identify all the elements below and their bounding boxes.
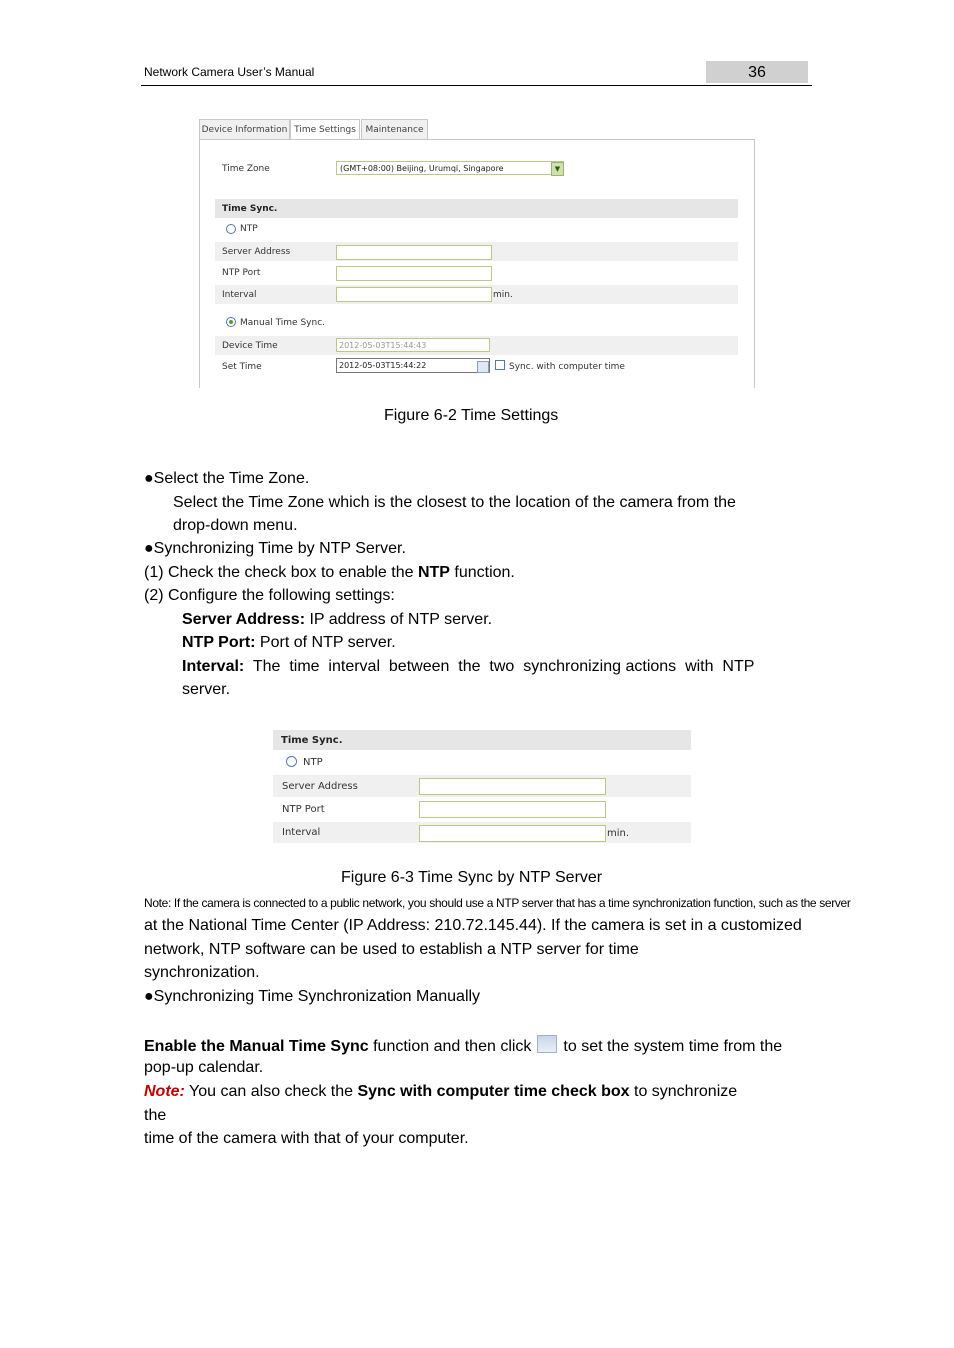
time-sync-heading: Time Sync. (222, 204, 278, 214)
sync-computer-label: Sync. with computer time (509, 362, 625, 372)
ntp-label: NTP (240, 224, 258, 234)
calendar-icon[interactable] (477, 361, 489, 373)
sync-computer-checkbox[interactable] (495, 360, 505, 370)
tab-maintenance[interactable]: Maintenance (361, 119, 428, 140)
fig2-interval-label: Interval (282, 827, 321, 838)
note-2-line-3: time of the camera with that of your computer. (144, 1130, 469, 1147)
time-zone-label: Time Zone (222, 164, 270, 174)
ntp-port-input[interactable] (336, 266, 492, 281)
time-zone-desc-1: Select the Time Zone which is the closest to the location of the camera from the (173, 494, 736, 511)
fig2-ntp-label: NTP (303, 757, 323, 768)
fig2-server-address-input[interactable] (419, 778, 606, 795)
note-2-line-2: the (144, 1107, 167, 1124)
tab-device-information[interactable]: Device Information (199, 119, 290, 140)
manual-sync-line-2: pop-up calendar. (144, 1059, 264, 1076)
server-address-label: Server Address (222, 247, 291, 257)
bullet-ntp: ●Synchronizing Time by NTP Server. (144, 540, 406, 557)
note-1-line-4: synchronization. (144, 964, 260, 981)
manual-sync-line-1: Enable the Manual Time Sync function and then click to set the system time from the (144, 1035, 782, 1057)
calendar-icon (537, 1035, 557, 1053)
device-time-field: 2012-05-03T15:44:43 (336, 338, 490, 352)
ntp-port-label: NTP Port (222, 268, 261, 278)
server-address-input[interactable] (336, 245, 492, 260)
figure-6-3-caption: Figure 6-3 Time Sync by NTP Server (341, 869, 603, 886)
note-1-line-2: at the National Time Center (IP Address: 210.72.145.44). If the camera is set in a customized (144, 917, 802, 934)
interval-input[interactable] (336, 287, 492, 302)
fig2-ntp-port-input[interactable] (419, 801, 606, 818)
chevron-down-icon[interactable]: ▼ (551, 162, 564, 176)
bullet-time-zone: ●Select the Time Zone. (144, 470, 310, 487)
header-divider (141, 85, 812, 86)
bullet-manual-sync: ●Synchronizing Time Synchronization Manually (144, 988, 481, 1005)
note-2-line-1: Note: You can also check the Sync with computer time check box to synchronize (144, 1083, 738, 1100)
interval-desc: Interval: The time interval between the two synchronizing actions with NTP (182, 658, 755, 675)
fig2-server-address-label: Server Address (282, 781, 358, 792)
ntp-port-desc: NTP Port: Port of NTP server. (182, 634, 396, 651)
header-title: Network Camera User’s Manual (144, 65, 315, 79)
server-address-desc: Server Address: IP address of NTP server. (182, 611, 493, 628)
manual-sync-label: Manual Time Sync. (240, 318, 326, 328)
ntp-radio[interactable] (226, 224, 236, 234)
time-zone-desc-2: drop-down menu. (173, 517, 298, 534)
manual-sync-radio[interactable] (226, 317, 236, 327)
figure-6-2-caption: Figure 6-2 Time Settings (384, 407, 559, 424)
note-1-line-3: network, NTP software can be used to establish a NTP server for time (144, 941, 639, 958)
interval-label: Interval (222, 290, 257, 300)
fig2-interval-unit: min. (607, 828, 630, 839)
set-time-input[interactable]: 2012-05-03T15:44:22 (336, 358, 490, 373)
fig2-time-sync-heading: Time Sync. (281, 735, 343, 746)
page-number: 36 (706, 61, 808, 83)
interval-desc-2: server. (182, 681, 231, 698)
interval-unit: min. (493, 290, 513, 300)
device-time-label: Device Time (222, 341, 278, 351)
fig2-ntp-radio[interactable] (286, 756, 297, 767)
fig2-interval-input[interactable] (419, 825, 606, 842)
set-time-label: Set Time (222, 362, 262, 372)
note-1-line-1: Note: If the camera is connected to a public network, you should use a NTP server that has a time synchronization function, such as the server (144, 896, 851, 910)
time-sync-header-bg (215, 199, 738, 218)
step-2: (2) Configure the following settings: (144, 587, 395, 604)
time-zone-select[interactable]: (GMT+08:00) Beijing, Urumqi, Singapore (336, 161, 564, 175)
fig2-ntp-port-label: NTP Port (282, 804, 325, 815)
tab-time-settings[interactable]: Time Settings (290, 119, 360, 141)
step-1: (1) Check the check box to enable the NTP function. (144, 564, 515, 581)
